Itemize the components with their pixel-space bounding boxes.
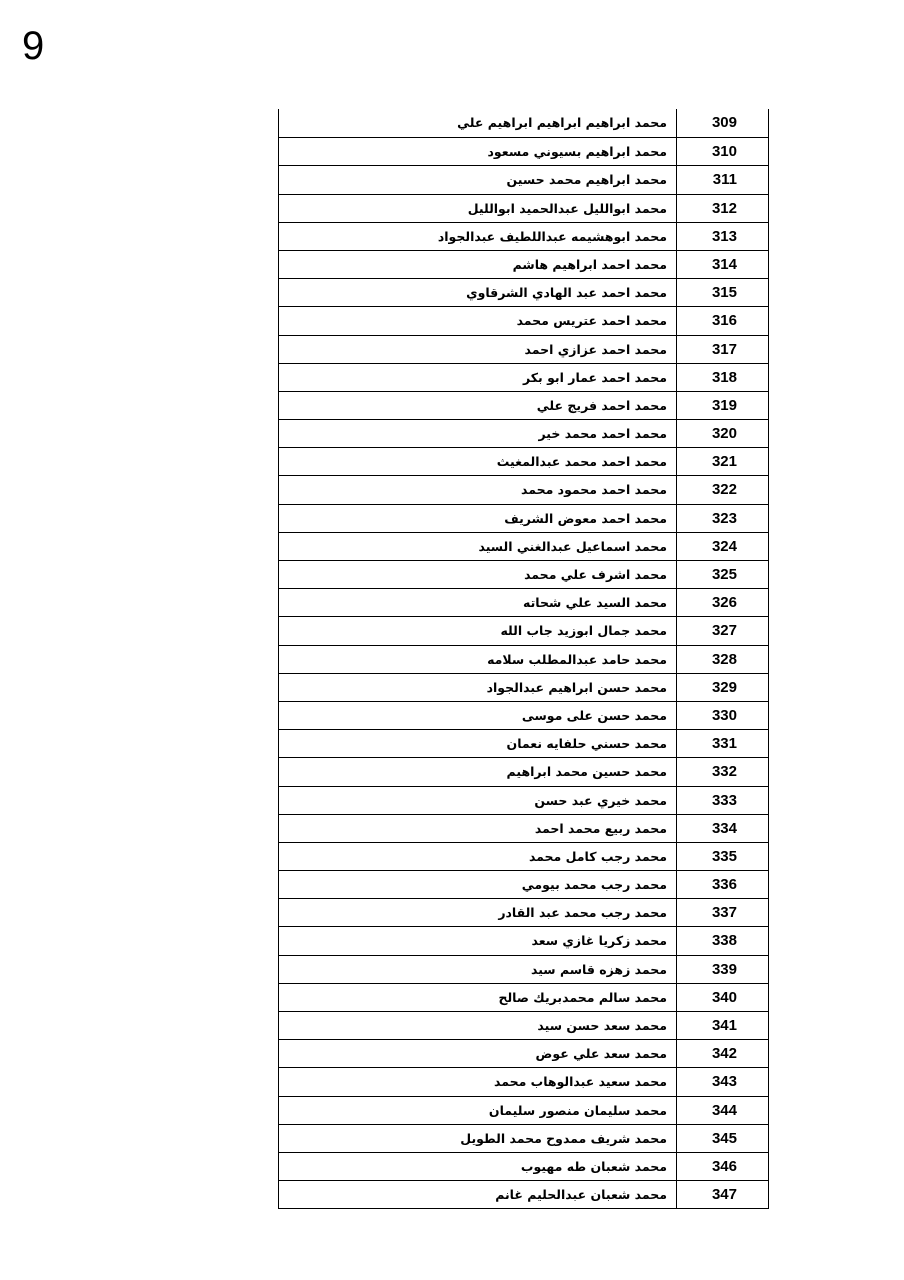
table-row [279, 729, 768, 757]
table-row [279, 1096, 768, 1124]
number-cell: 311 [712, 171, 737, 189]
table-row [279, 222, 768, 250]
number-cell: 330 [711, 706, 737, 724]
table-row [279, 870, 768, 898]
name-cell: محمد احمد محمد عبدالمغيث [279, 448, 677, 475]
number-cell: 343 [711, 1073, 737, 1091]
number-cell: 335 [711, 847, 737, 865]
number-cell: 310 [711, 143, 737, 161]
table-row [279, 194, 768, 222]
name-cell: محمد احمد عمار ابو بكر [279, 364, 677, 391]
name-cell: محمد ابوالليل عبدالحميد ابوالليل [279, 195, 677, 222]
name-cell: محمد سعد حسن سيد [279, 1012, 677, 1039]
name-cell: محمد حسين محمد ابراهيم [279, 758, 677, 785]
number-cell: 345 [711, 1129, 737, 1147]
number-cell: 346 [711, 1157, 737, 1175]
table-row [279, 616, 768, 644]
table-row [279, 898, 768, 926]
name-cell: محمد احمد محمود محمد [279, 476, 677, 503]
table-row [279, 475, 768, 503]
name-cell: محمد شعبان عبدالحليم غانم [279, 1181, 677, 1208]
name-cell: محمد ابراهيم ابراهيم ابراهيم علي [279, 109, 677, 137]
name-cell: محمد رجب كامل محمد [279, 843, 677, 870]
name-cell: محمد رجب محمد عبد القادر [279, 899, 677, 926]
number-cell: 323 [711, 509, 737, 527]
table-row [279, 1067, 768, 1095]
table-row [279, 701, 768, 729]
number-cell: 316 [711, 312, 737, 330]
name-cell: محمد رجب محمد بيومي [279, 871, 677, 898]
name-cell: محمد زكريا غازي سعد [279, 927, 677, 954]
name-cell: محمد سعد علي عوض [279, 1040, 677, 1067]
table-row [279, 137, 768, 165]
number-cell: 347 [711, 1186, 737, 1204]
name-cell: محمد احمد عزازي احمد [279, 336, 677, 363]
name-cell: محمد سليمان منصور سليمان [279, 1097, 677, 1124]
table-row [279, 109, 768, 137]
name-cell: محمد شريف ممدوح محمد الطويل [279, 1125, 677, 1152]
name-cell: محمد احمد عتريس محمد [279, 307, 677, 334]
name-cell: محمد اسماعيل عبدالغني السيد [279, 533, 677, 560]
table-row [279, 250, 768, 278]
table-row [279, 645, 768, 673]
name-cell: محمد جمال ابوزيد جاب الله [279, 617, 677, 644]
table-row [279, 673, 768, 701]
number-cell: 314 [711, 255, 737, 273]
number-cell: 325 [711, 566, 737, 583]
table-row [279, 955, 768, 983]
number-cell: 326 [711, 594, 737, 612]
number-cell: 322 [711, 481, 737, 499]
number-cell: 313 [711, 227, 737, 245]
table-row [279, 335, 768, 363]
table-row [279, 814, 768, 842]
name-cell: محمد سالم محمدبريك صالح [279, 984, 677, 1011]
names-table [278, 109, 769, 1209]
name-cell: محمد احمد عبد الهادي الشرقاوي [279, 279, 677, 306]
name-cell: محمد حسن على موسى [279, 702, 677, 729]
number-cell: 315 [711, 284, 737, 302]
number-cell: 333 [711, 791, 737, 809]
table-row [279, 1124, 768, 1152]
name-cell: محمد زهزه قاسم سيد [279, 956, 677, 983]
name-cell: محمد شعبان طه مهيوب [279, 1153, 677, 1180]
name-cell: محمد احمد معوض الشريف [279, 505, 677, 532]
number-cell: 337 [711, 904, 737, 922]
table-row [279, 391, 768, 419]
number-cell: 338 [711, 932, 737, 950]
number-cell: 317 [711, 340, 737, 358]
name-cell: محمد ابراهيم محمد حسين [279, 166, 677, 193]
table-row [279, 1011, 768, 1039]
table-row [279, 363, 768, 391]
table-row [279, 504, 768, 532]
name-cell: محمد خيري عبد حسن [279, 787, 677, 814]
name-cell: محمد حسن ابراهيم عبدالجواد [279, 674, 677, 701]
name-cell: محمد احمد محمد خير [279, 420, 677, 447]
name-cell: محمد حامد عبدالمطلب سلامه [279, 646, 677, 673]
number-cell: 327 [711, 622, 737, 640]
number-cell: 344 [711, 1101, 737, 1119]
number-cell: 320 [711, 425, 737, 443]
number-cell: 318 [711, 368, 737, 386]
number-cell: 321 [711, 453, 737, 471]
table-row [279, 560, 768, 588]
table-row [279, 1039, 768, 1067]
number-cell: 334 [711, 819, 737, 837]
number-cell: 309 [711, 114, 737, 131]
table-row [279, 532, 768, 560]
number-cell: 329 [711, 678, 737, 696]
page-number: 9 [22, 24, 45, 68]
number-cell: 319 [711, 396, 737, 414]
table-row [279, 165, 768, 193]
table-row [279, 447, 768, 475]
name-cell: محمد السيد علي شحاته [279, 589, 677, 616]
table-row [279, 278, 768, 306]
table-row [279, 926, 768, 954]
table-row [279, 786, 768, 814]
name-cell: محمد ابراهيم بسيوني مسعود [279, 138, 677, 165]
table-row [279, 306, 768, 334]
number-cell: 312 [711, 199, 737, 217]
number-cell: 336 [711, 876, 737, 894]
table-row [279, 1152, 768, 1180]
table-row [279, 419, 768, 447]
name-cell: محمد حسني حلفايه نعمان [279, 730, 677, 757]
table-row [279, 757, 768, 785]
name-cell: محمد ربيع محمد احمد [279, 815, 677, 842]
number-cell: 341 [711, 1017, 737, 1034]
table-row [279, 983, 768, 1011]
name-cell: محمد احمد فريج علي [279, 392, 677, 419]
name-cell: محمد احمد ابراهيم هاشم [279, 251, 677, 278]
number-cell: 331 [711, 735, 737, 753]
number-cell: 340 [711, 988, 737, 1006]
number-cell: 342 [711, 1045, 737, 1063]
number-cell: 324 [711, 537, 737, 555]
name-cell: محمد سعيد عبدالوهاب محمد [279, 1068, 677, 1095]
number-cell: 328 [711, 650, 737, 668]
table-row [279, 588, 768, 616]
number-cell: 332 [711, 763, 737, 781]
number-cell: 339 [711, 960, 737, 978]
name-cell: محمد ابوهشيمه عبداللطيف عبدالجواد [279, 223, 677, 250]
table-row [279, 842, 768, 870]
table-row [279, 1180, 768, 1208]
name-cell: محمد اشرف علي محمد [279, 561, 677, 588]
